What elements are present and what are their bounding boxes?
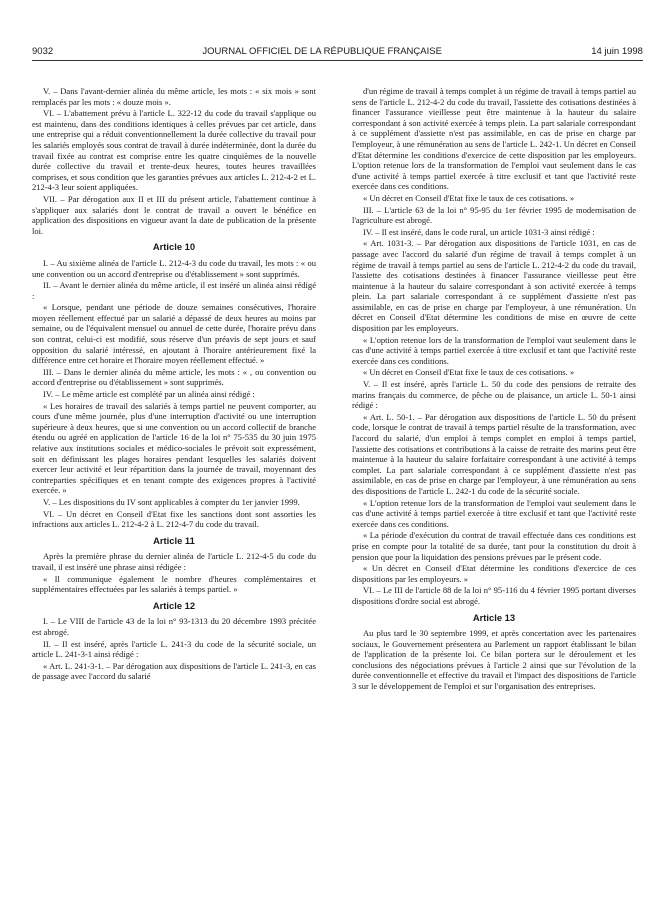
- article-heading: Article 12: [152, 599, 196, 611]
- paragraph: « L'option retenue lors de la transformation de l'emploi vaut seulement dans le cas d'une activité à temps partiel exercée à titre exclusif et tant que l'activité reste exercée dans ces conditions.: [352, 334, 636, 366]
- paragraph: IV. – Il est inséré, dans le code rural, un article 1031-3 ainsi rédigé :: [363, 226, 595, 237]
- article-heading: Article 11: [153, 534, 195, 546]
- left-column: [32, 86, 316, 683]
- paragraph: « Art. 1031-3. – Par dérogation aux dispositions de l'article 1031, en cas de passage avec l'accord du salarié d'un régime de travail à temps complet à un régime de travail à temps partiel au sens de l'article L. 212-4-2 du code du travail, l'assiette des cotisations destinées à financer l'assurance vieillesse peut être maintenue à la hauteur du salaire correspondant à son activité exercée à temps plein. La part salariale correspondant à ce supplément d'assiette n'est pas assimilable, en cas de prise en charge par l'employeur, à une rémunération. Un décret en Conseil d'Etat détermine les conditions de mise en œuvre de cette disposition par les employeurs.: [352, 238, 636, 334]
- page-header: [32, 44, 643, 58]
- issue-date: 14 juin 1998: [591, 45, 643, 57]
- paragraph: I. – Le VIII de l'article 43 de la loi n° 93-1313 du 20 décembre 1993 précitée est abrogé.: [32, 616, 316, 637]
- paragraph: V. – Il est inséré, après l'article L. 50 du code des pensions de retraite des marins français du commerce, de pêche ou de plaisance, un article L. 50-1 ainsi rédigé :: [352, 379, 636, 411]
- article-heading: Article 13: [472, 611, 516, 623]
- paragraph: IV. – Le même article est complété par un alinéa ainsi rédigé :: [43, 389, 255, 400]
- paragraph: « Un décret en Conseil d'Etat fixe le taux de ces cotisations. »: [363, 192, 575, 203]
- paragraph: « Les horaires de travail des salariés à temps partiel ne peuvent comporter, au cours d'une même journée, plus d'une interruption d'activité ou une interruption supérieure à deux heures, que si une convention ou un accord collectif de branche étendu ou agréé en application de l'article 16 de la loi n° 75-535 du 30 juin 1975 relative aux institutions sociales et médico-sociales le prévoit soit expressément, soit en définissant les plages horaires pendant lesquelles les salariés doivent exercer leur activité et leur répartition dans la journée de travail, moyennant des contreparties spécifiques et en tenant compte des exigences propres à l'activité exercée. »: [32, 400, 316, 496]
- paragraph: d'un régime de travail à temps complet à un régime de travail à temps partiel au sens de l'article L. 212-4-2 du code du travail, l'assiette des cotisations destinées à financer l'assurance vieillesse peut être maintenue à la hauteur du salaire correspondant à son activité exercée à temps plein. La part salariale correspondant à ce supplément d'assiette n'est pas assimilable, en cas de prise en charge par l'employeur, à une rémunération au sens de l'article L. 242-1. Un décret en Conseil d'Etat détermine les conditions d'exercice de cette disposition par les employeurs. L'option retenue lors de la transformation de l'emploi vaut seulement dans le cas d'une activité à temps partiel exercée à titre exclusif et tant que l'activité reste exercée dans ces conditions.: [352, 86, 636, 192]
- paragraph: « Un décret en Conseil d'Etat fixe le taux de ces cotisations. »: [363, 367, 575, 378]
- paragraph: « Lorsque, pendant une période de douze semaines consécutives, l'horaire moyen réellement effectué par un salarié a dépassé de deux heures au moins par semaine, ou de l'équivalent mensuel ou annuel de cette durée, l'horaire prévu dans son contrat, celui-ci est modifié, sous réserve d'un préavis de sept jours et sauf opposition du salarié intéressé, en ajoutant à l'horaire antérieurement fixé la différence entre cet horaire et l'horaire moyen réellement effectué. »: [32, 302, 316, 366]
- paragraph: I. – Au sixième alinéa de l'article L. 212-4-3 du code du travail, les mots : « ou une convention ou un accord d'entreprise ou d'établissement » sont supprimés.: [32, 257, 316, 279]
- paragraph: VI. – L'abattement prévu à l'article L. 322-12 du code du travail s'applique ou est maintenu, dans des conditions identiques à celles prévues par cet article, dans une entreprise qui a réduit conventionnellement la durée collective du travail pour les salariés employés sous contrat de travail à durée indéterminée, dont la durée du travail fixée au contrat est comprise entre les quatre cinquièmes de la nouvelle durée collective du travail et trente-deux heures, toutes heures travaillées comprises, et sous condition que les garanties prévues aux articles L. 212-4-2 et L. 212-4-3 leur soient appliquées.: [32, 108, 316, 193]
- paragraph: V. – Dans l'avant-dernier alinéa du même article, les mots : « six mois » sont remplacés par les mots : « douze mois ».: [32, 86, 316, 107]
- paragraph: VI. – Un décret en Conseil d'Etat fixe les sanctions dont sont assorties les infractions aux articles L. 212-4-2 à L. 212-4-7 du code du travail.: [32, 508, 316, 530]
- paragraph: VII. – Par dérogation aux II et III du présent article, l'abattement continue à s'appliquer aux salariés dont le contrat de travail a ouvert le bénéfice en application des dispositions en vigueur avant la date de publication de la présente loi.: [32, 193, 316, 236]
- paragraph: « L'option retenue lors de la transformation de l'emploi vaut seulement dans le cas d'une activité à temps partiel exercée à titre exclusif et tant que l'activité reste exercée dans ces conditions.: [352, 497, 636, 529]
- page-number: 9032: [32, 45, 54, 57]
- paragraph: III. – L'article 63 de la loi n° 95-95 du 1er février 1995 de modernisation de l'agriculture est abrogé.: [352, 204, 636, 226]
- paragraph: VI. – Le III de l'article 88 de la loi n° 95-116 du 4 février 1995 portant diverses dispositions d'ordre social est abrogé.: [352, 585, 636, 606]
- paragraph: « Art. L. 241-3-1. – Par dérogation aux dispositions de l'article L. 241-3, en cas de passage avec l'accord du salarié: [32, 660, 316, 682]
- paragraph: Au plus tard le 30 septembre 1999, et après concertation avec les partenaires sociaux, le Gouvernement présentera au Parlement un rapport établissant le bilan de l'application de la présente loi. Ce bilan portera sur le déroulement et les conclusions des négociations prévues à l'article 2 ainsi que sur l'évolution de la durée conventionnelle et effective du travail et l'impact des dispositions de l'article 3 sur le développement de l'emploi et sur l'organisation des entreprises.: [352, 628, 636, 692]
- paragraph: II. – Il est inséré, après l'article L. 241-3 du code de la sécurité sociale, un article L. 241-3-1 ainsi rédigé :: [32, 638, 316, 660]
- paragraph: « La période d'exécution du contrat de travail effectuée dans ces conditions est prise en compte pour la totalité de sa durée, tant pour la constitution du droit à pension que pour la liquidation des pensions prévues par le présent code.: [352, 530, 636, 562]
- journal-title: JOURNAL OFFICIEL DE LA RÉPUBLIQUE FRANÇAISE: [202, 45, 442, 57]
- paragraph: Après la première phrase du dernier alinéa de l'article L. 212-4-5 du code du travail, il est inséré une phrase ainsi rédigée :: [32, 551, 316, 572]
- paragraph: « Il communique également le nombre d'heures complémentaires et supplémentaires effectuées par les salariés à temps partiel. »: [32, 573, 316, 595]
- paragraph: II. – Avant le dernier alinéa du même article, il est inséré un alinéa ainsi rédigé :: [32, 280, 316, 301]
- paragraph: V. – Les dispositions du IV sont applicables à compter du 1er janvier 1999.: [43, 496, 300, 507]
- right-column: [352, 86, 636, 693]
- paragraph: III. – Dans le dernier alinéa du même article, les mots : « , ou convention ou accord d'entreprise ou d'établissement » sont supprimés.: [32, 366, 316, 388]
- paragraph: « Un décret en Conseil d'Etat détermine les conditions d'exercice de ces dispositions par les employeurs. »: [352, 563, 636, 584]
- header-rule: [32, 60, 643, 61]
- paragraph: « Art. L. 50-1. – Par dérogation aux dispositions de l'article L. 50 du présent code, lorsque le contrat de travail à temps partiel résulte de la transformation, avec l'accord du salarié, d'un emploi à temps complet en emploi à temps partiel, l'assiette des cotisations et contributions à la caisse de retraite des marins peut être maintenue à la hauteur du salaire forfaitaire correspondant à une activité à temps complet. La part salariale correspondant à ce supplément d'assiette n'est pas assimilable, en cas de prise en charge par l'employeur, à une rémunération au sens des dispositions de l'article L. 242-1 du code de la sécurité sociale.: [352, 411, 636, 496]
- article-heading: Article 10: [152, 241, 196, 253]
